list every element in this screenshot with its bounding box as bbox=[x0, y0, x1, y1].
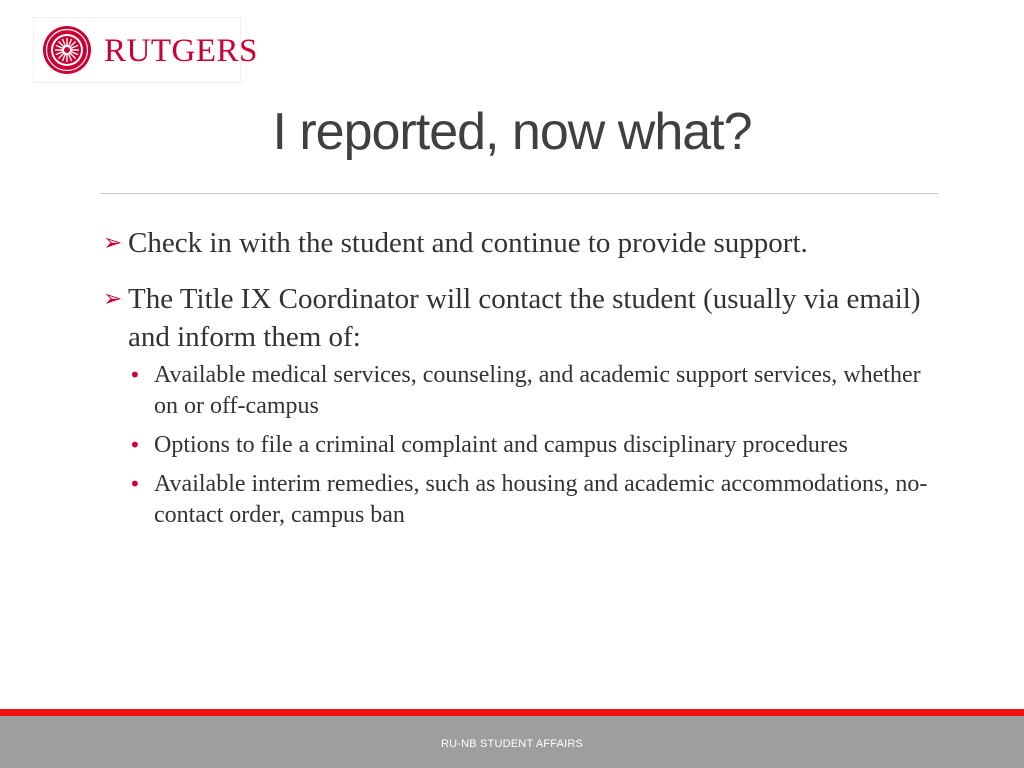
bullet-text: Check in with the student and continue to provide support. bbox=[128, 227, 808, 259]
bullet-item bbox=[103, 280, 933, 356]
dot-bullet-icon: • bbox=[129, 433, 141, 457]
sub-bullet-text: Available interim remedies, such as housing and academic accommodations, no-contact order, campus ban bbox=[154, 471, 928, 528]
sub-bullet-item bbox=[129, 360, 933, 422]
rutgers-wordmark: RUTGERS bbox=[104, 33, 258, 69]
sub-bullet-item bbox=[129, 430, 933, 461]
sub-bullet-text: Available medical services, counseling, and academic support services, whether on or off-campus bbox=[154, 362, 921, 419]
slide-title: I reported, now what? bbox=[272, 103, 752, 161]
footer-bar bbox=[0, 716, 1024, 768]
footer-text: RU-NB STUDENT AFFAIRS bbox=[440, 738, 584, 750]
rutgers-seal-icon bbox=[42, 25, 92, 75]
arrow-bullet-icon: ➢ bbox=[103, 230, 123, 256]
sub-bullet-text: Options to file a criminal complaint and campus disciplinary procedures bbox=[154, 432, 848, 458]
bullet-text: The Title IX Coordinator will contact the student (usually via email) and inform them of: bbox=[128, 283, 921, 353]
slide-content bbox=[103, 224, 933, 539]
sub-bullet-item bbox=[129, 469, 933, 531]
arrow-bullet-icon: ➢ bbox=[103, 286, 123, 312]
rutgers-logo bbox=[33, 17, 258, 83]
footer-accent-stripe bbox=[0, 709, 1024, 716]
title-divider bbox=[100, 193, 938, 194]
dot-bullet-icon: • bbox=[129, 472, 141, 496]
dot-bullet-icon: • bbox=[129, 363, 141, 387]
sub-bullet-list bbox=[129, 360, 933, 531]
bullet-item bbox=[103, 224, 933, 262]
